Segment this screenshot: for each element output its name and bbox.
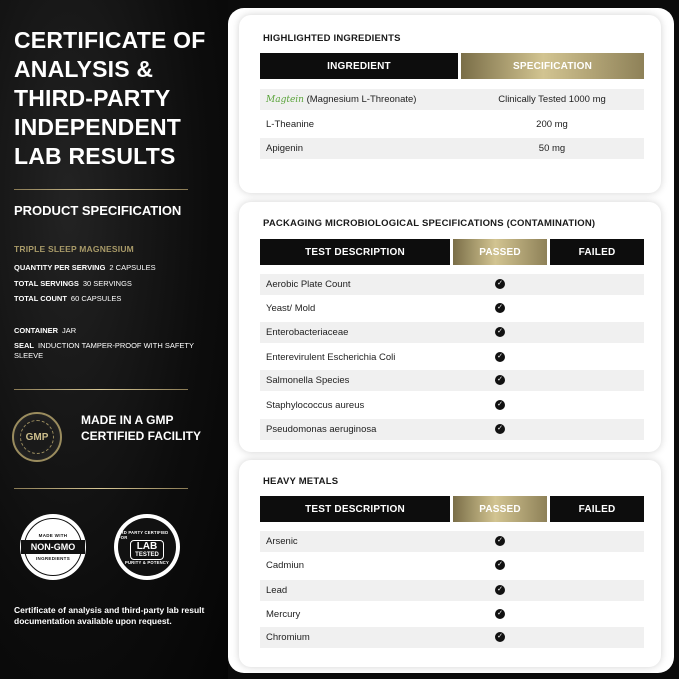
check-circle-icon: ✓ [495,609,505,619]
card-title: HIGHLIGHTED INGREDIENTS [263,33,401,44]
table-row: Cadmiun ✓ [260,555,644,576]
ingredients-card [239,15,661,193]
check-circle-icon: ✓ [495,400,505,410]
card-title: PACKAGING MICROBIOLOGICAL SPECIFICATIONS (CONTAMINATION) [263,218,596,229]
non-gmo-badge-icon: MADE WITH NON-GMO INGREDIENTS [20,514,86,580]
divider [14,189,188,190]
check-circle-icon: ✓ [495,375,505,385]
footer-note: Certificate of analysis and third-party lab result documentation available upon request. [14,605,205,626]
microbiological-card [239,202,661,452]
product-spec-heading: PRODUCT SPECIFICATION [14,203,182,218]
table-row: Chromium ✓ [260,627,644,648]
col-header-specification: SPECIFICATION [461,53,644,79]
col-header-passed: PASSED [453,239,547,265]
divider [14,389,188,390]
table-row: Aerobic Plate Count ✓ [260,274,644,295]
col-header-failed: FAILED [550,239,644,265]
product-name: TRIPLE SLEEP MAGNESIUM [14,244,134,254]
table-row: Apigenin 50 mg [260,138,644,159]
check-circle-icon: ✓ [495,303,505,313]
check-circle-icon: ✓ [495,560,505,570]
magtein-logo: Magtein [266,95,304,105]
check-circle-icon: ✓ [495,424,505,434]
table-row: Mercury ✓ [260,604,644,625]
check-circle-icon: ✓ [495,352,505,362]
check-circle-icon: ✓ [495,536,505,546]
page-title: CERTIFICATE OF ANALYSIS & THIRD-PARTY INDEPENDENT LAB RESULTS [14,27,206,169]
table-row: Lead ✓ [260,580,644,601]
check-circle-icon: ✓ [495,585,505,595]
spec-count: TOTAL COUNT 60 CAPSULES [14,294,122,303]
col-header-test-description: TEST DESCRIPTION [260,239,450,265]
gmp-text: MADE IN A GMP CERTIFIED FACILITY [81,413,201,443]
check-circle-icon: ✓ [495,279,505,289]
card-title: HEAVY METALS [263,476,339,487]
col-header-ingredient: INGREDIENT [260,53,458,79]
divider [14,488,188,489]
left-column [0,0,228,679]
gmp-badge-icon: GMP [12,412,62,462]
col-header-passed: PASSED [453,496,547,522]
lab-tested-badge-icon: 3RD PARTY CERTIFIED FOR LAB TESTED PURITY & POTENCY [114,514,180,580]
heavy-metals-card [239,460,661,667]
spec-container: CONTAINER JAR [14,326,77,335]
spec-seal: SEAL INDUCTION TAMPER-PROOF WITH SAFETY SLEEVE [14,341,194,360]
table-row: L-Theanine 200 mg [266,119,568,130]
table-row: Magtein (Magnesium L-Threonate) Clinically Tested 1000 mg [260,89,644,110]
table-row: Enterevirulent Escherichia Coli ✓ [260,347,644,368]
table-row: Yeast/ Mold ✓ [260,298,644,319]
spec-servings: TOTAL SERVINGS 30 SERVINGS [14,279,132,288]
table-row: Salmonella Species ✓ [260,370,644,391]
check-circle-icon: ✓ [495,327,505,337]
table-row: Staphylococcus aureus ✓ [260,395,644,416]
spec-quantity: QUANTITY PER SERVING 2 CAPSULES [14,263,156,272]
col-header-test-description: TEST DESCRIPTION [260,496,450,522]
table-row: Pseudomonas aeruginosa ✓ [260,419,644,440]
col-header-failed: FAILED [550,496,644,522]
table-row: Arsenic ✓ [260,531,644,552]
check-circle-icon: ✓ [495,632,505,642]
table-row: Enterobacteriaceae ✓ [260,322,644,343]
